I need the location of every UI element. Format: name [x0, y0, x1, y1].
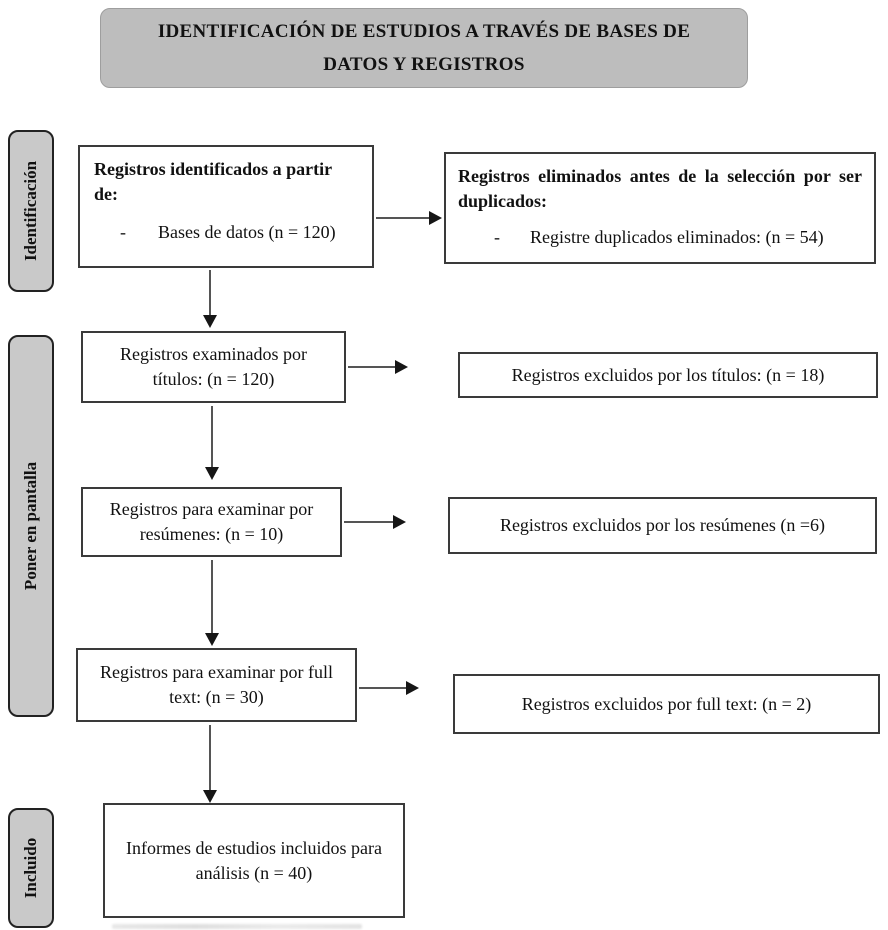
- diagram-title-line-2: DATOS Y REGISTROS: [323, 54, 525, 75]
- arrow-down-titles-to-abstracts: [211, 406, 213, 468]
- arrow-right-to-excluded-fulltext: [359, 687, 407, 689]
- arrow-right-to-excluded-abstracts: [344, 521, 394, 523]
- box-incluidos-analisis: [103, 803, 405, 918]
- box-item-text: Registre duplicados eliminados: (n = 54): [530, 227, 824, 247]
- box-examinar-resumenes: [81, 487, 342, 557]
- box-list-item: [494, 225, 862, 250]
- stage-label-poner-en-pantalla: [8, 335, 54, 717]
- arrow-down-fulltext-to-included: [209, 725, 211, 791]
- diagram-title: [100, 8, 748, 88]
- stage-label-text: Poner en pantalla: [21, 461, 41, 591]
- scan-artifact: [112, 924, 362, 929]
- dash-bullet: -: [120, 222, 126, 242]
- box-item-text: Bases de datos (n = 120): [158, 222, 336, 242]
- box-text: Registros excluidos por los resúmenes (n =6): [499, 515, 826, 535]
- stage-label-identificacion: [8, 130, 54, 292]
- box-text: Registros examinados por títulos: (n = 120): [120, 344, 307, 389]
- dash-bullet: -: [494, 227, 500, 247]
- box-heading: Registros identificados a partir de:: [94, 159, 332, 204]
- arrow-down-identified-to-titles: [209, 270, 211, 316]
- box-examinados-titulos: [81, 331, 346, 403]
- box-examinar-fulltext: [76, 648, 357, 722]
- box-registros-identificados: [78, 145, 374, 268]
- stage-label-text: Identificación: [21, 160, 41, 262]
- box-text: Registros excluidos por los títulos: (n = 18): [511, 364, 825, 385]
- stage-label-incluido: [8, 808, 54, 928]
- box-text: Registros excluidos por full text: (n = 2): [521, 693, 812, 714]
- stage-label-text: Incluido: [21, 837, 41, 899]
- diagram-title-line-1: IDENTIFICACIÓN DE ESTUDIOS A TRAVÉS DE BASES DE: [157, 21, 691, 42]
- box-text: Registros para examinar por resúmenes: (n = 10): [109, 499, 314, 544]
- box-excluidos-resumenes: [448, 497, 877, 554]
- box-excluidos-fulltext: [453, 674, 880, 734]
- box-text: Registros para examinar por full text: (n = 30): [100, 662, 333, 707]
- box-heading: Registros eliminados antes de la selección por ser duplicados:: [458, 166, 862, 211]
- box-excluidos-titulos: [458, 352, 878, 398]
- box-list-item: [120, 220, 358, 245]
- arrow-down-abstracts-to-fulltext: [211, 560, 213, 634]
- box-duplicados-eliminados: [444, 152, 876, 264]
- arrow-right-to-excluded-titles: [348, 366, 396, 368]
- arrow-right-to-duplicates-removed: [376, 217, 430, 219]
- box-text: Informes de estudios incluidos para análisis (n = 40): [126, 837, 382, 883]
